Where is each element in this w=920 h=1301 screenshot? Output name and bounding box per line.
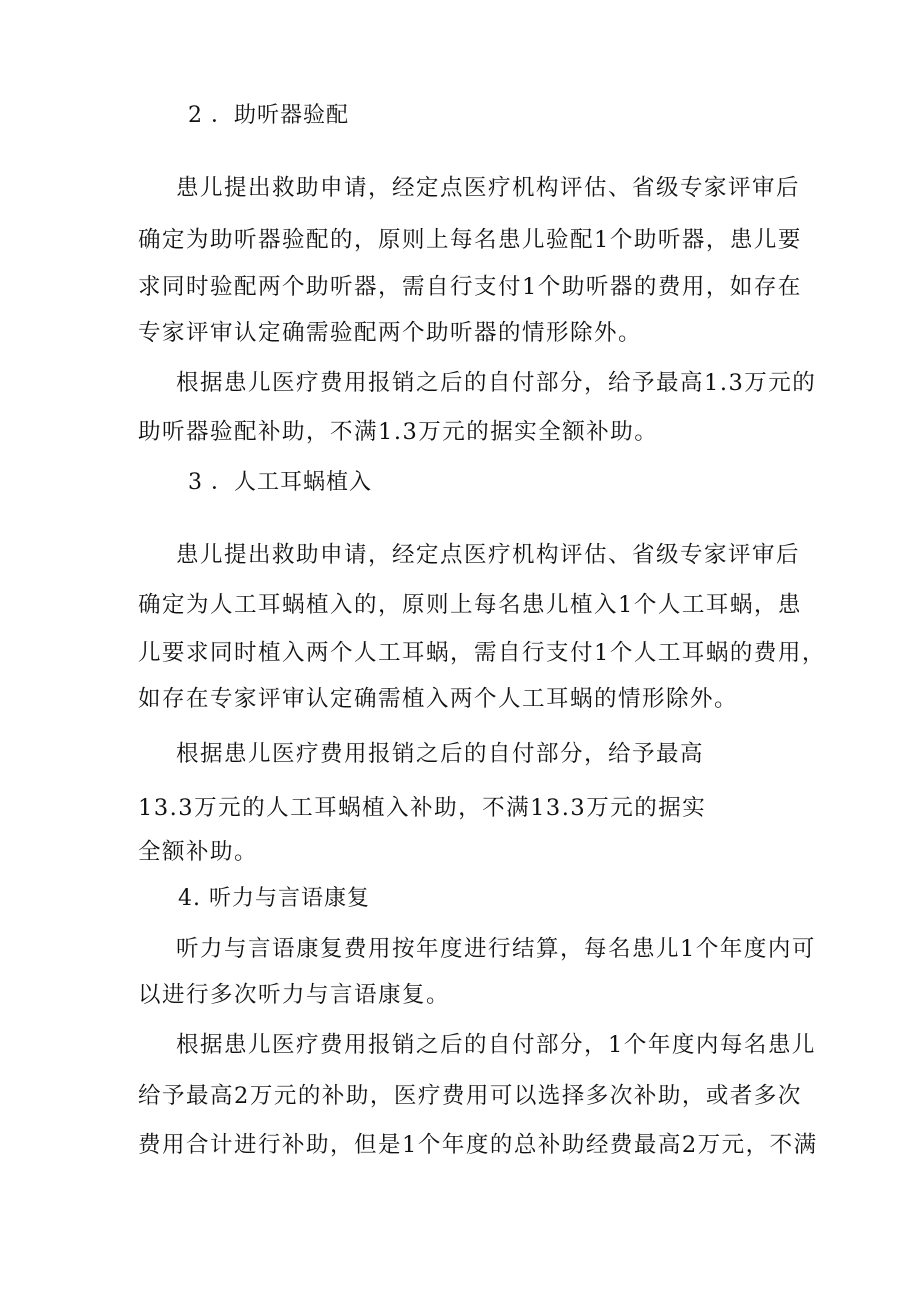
- section-2-para1-line: 确定为助听器验配的，原则上每名患儿验配1个助听器，患儿要: [138, 227, 802, 253]
- section-4-para2-line: 给予最高2万元的补助，医疗费用可以选择多次补助，或者多次: [138, 1083, 802, 1109]
- section-3-para1-line: 儿要求同时植入两个人工耳蜗，需自行支付1个人工耳蜗的费用，: [138, 640, 826, 666]
- section-2-para1-line: 患儿提出救助申请，经定点医疗机构评估、省级专家评审后: [176, 175, 801, 201]
- section-2-heading: 2 ．助听器验配: [188, 103, 349, 128]
- section-4-para1-line: 听力与言语康复费用按年度进行结算，每名患儿1个年度内可: [176, 936, 816, 962]
- section-3-para1-line: 如存在专家评审认定确需植入两个人工耳蜗的情形除外。: [138, 686, 739, 712]
- section-4-heading: 4. 听力与言语康复: [178, 886, 370, 911]
- section-3-para2-line: 全额补助。: [138, 839, 259, 865]
- section-3-para2-line: 13.3万元的人工耳蜗植入补助，不满13.3万元的据实: [138, 795, 707, 821]
- section-3-para1-line: 患儿提出救助申请，经定点医疗机构评估、省级专家评审后: [176, 542, 801, 568]
- section-3-para2-line: 根据患儿医疗费用报销之后的自付部分，给予最高: [176, 741, 705, 767]
- section-2-para2-line: 根据患儿医疗费用报销之后的自付部分，给予最高1.3万元的: [176, 370, 817, 396]
- section-3-heading: 3 ．人工耳蜗植入: [188, 470, 372, 495]
- section-4-para2-line: 根据患儿医疗费用报销之后的自付部分，1个年度内每名患儿: [176, 1032, 816, 1058]
- section-3-para1-line: 确定为人工耳蜗植入的，原则上每名患儿植入1个人工耳蜗，患: [138, 592, 802, 618]
- section-4-para1-line: 以进行多次听力与言语康复。: [138, 982, 451, 1008]
- section-2-para1-line: 专家评审认定确需验配两个助听器的情形除外。: [138, 320, 643, 346]
- section-4-para2-line: 费用合计进行补助，但是1个年度的总补助经费最高2万元，不满: [138, 1132, 818, 1158]
- section-2-para2-line: 助听器验配补助，不满1.3万元的据实全额补助。: [138, 419, 659, 445]
- section-2-para1-line: 求同时验配两个助听器，需自行支付1个助听器的费用，如存在: [138, 274, 802, 300]
